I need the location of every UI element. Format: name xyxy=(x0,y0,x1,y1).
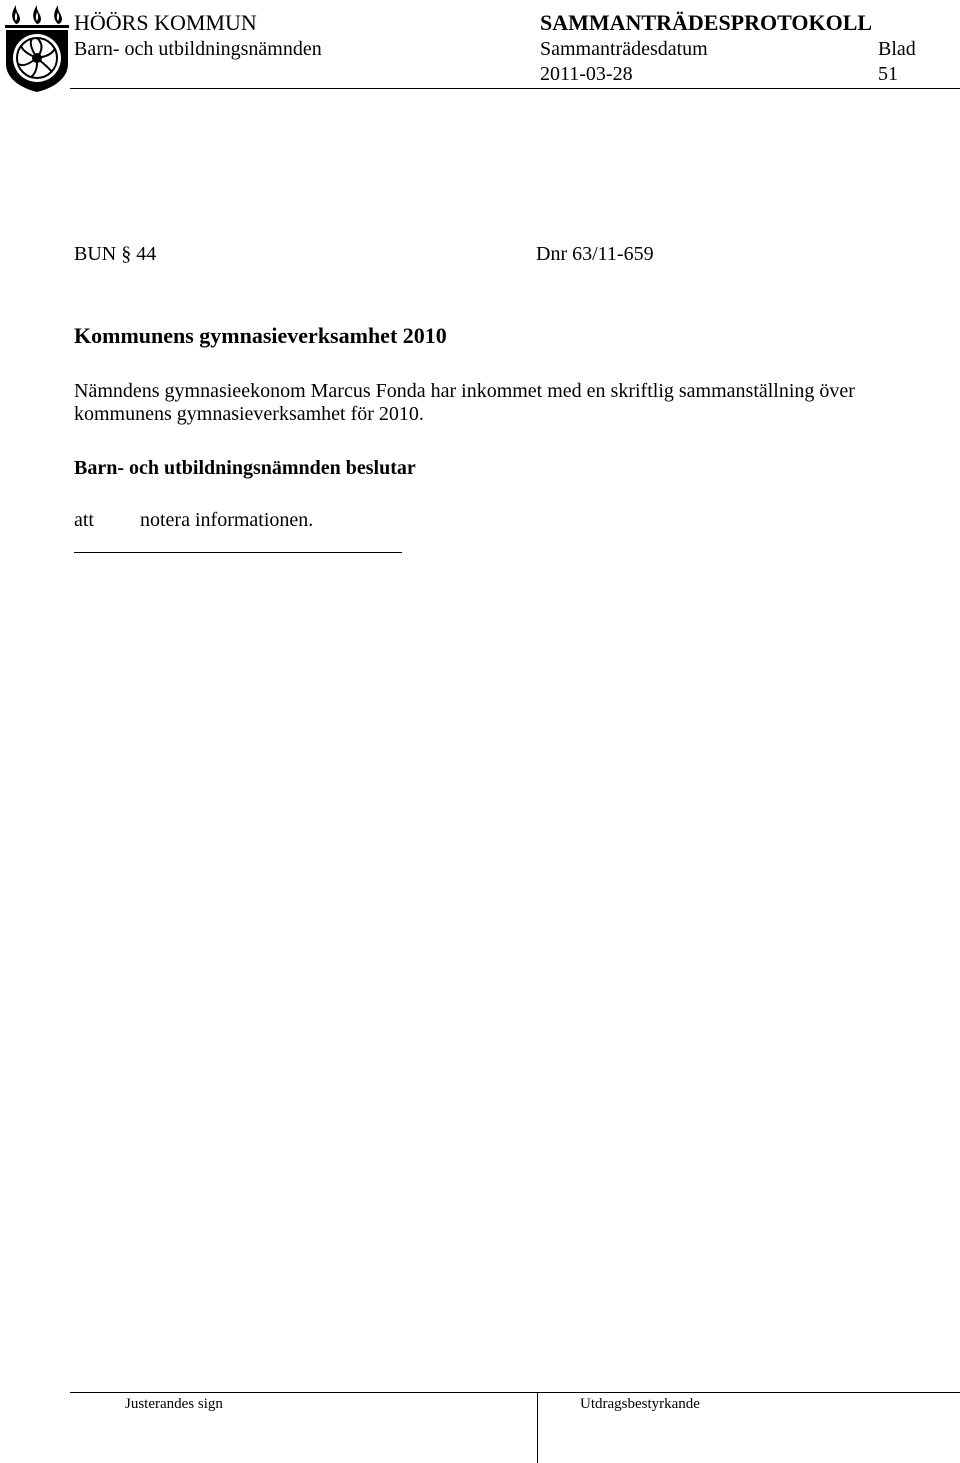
meeting-date-label: Sammanträdesdatum xyxy=(540,38,708,60)
body-line: kommunens gymnasieverksamhet för 2010. xyxy=(74,403,424,425)
body-line: Nämndens gymnasieekonom Marcus Fonda har inkommet med en skriftlig sammanställning över xyxy=(74,380,855,402)
footer-column-divider xyxy=(537,1392,538,1463)
decision-att-label: att xyxy=(74,509,94,531)
justering-signature-label: Justerandes sign xyxy=(125,1396,223,1412)
decision-heading: Barn- och utbildningsnämnden beslutar xyxy=(74,457,416,479)
decision-text: notera informationen. xyxy=(140,509,314,531)
section-end-divider xyxy=(74,552,402,553)
matter-title: Kommunens gymnasieverksamhet 2010 xyxy=(74,323,447,348)
footer-divider xyxy=(70,1392,960,1393)
organization-name: HÖÖRS KOMMUN xyxy=(74,10,257,35)
coat-of-arms-icon xyxy=(2,2,72,94)
matter-body-text xyxy=(74,380,954,426)
extract-certification-label: Utdragsbestyrkande xyxy=(580,1396,700,1412)
paragraph-reference: BUN § 44 xyxy=(74,243,157,265)
page-number: 51 xyxy=(878,63,898,85)
page-label: Blad xyxy=(878,38,916,60)
board-name: Barn- och utbildningsnämnden xyxy=(74,38,322,60)
diary-number: Dnr 63/11-659 xyxy=(536,243,654,265)
meeting-date: 2011-03-28 xyxy=(540,63,633,85)
document-type: SAMMANTRÄDESPROTOKOLL xyxy=(540,10,873,35)
header-divider xyxy=(70,88,960,89)
